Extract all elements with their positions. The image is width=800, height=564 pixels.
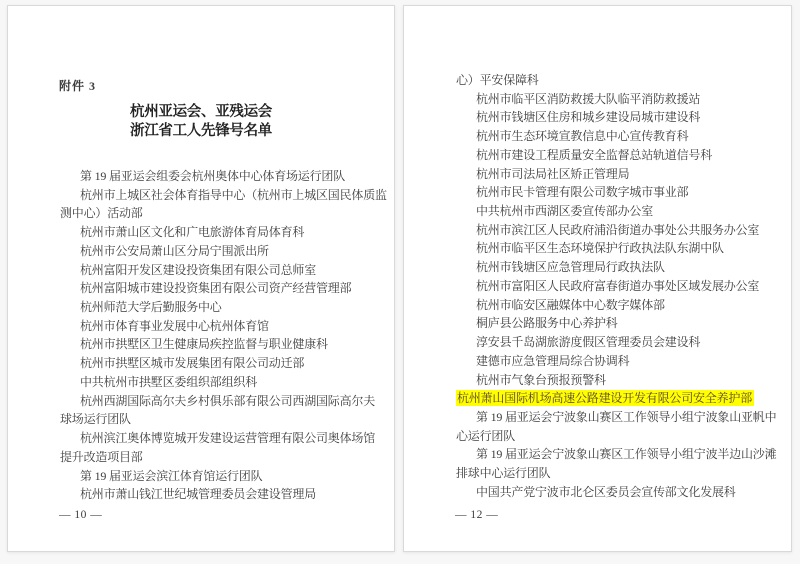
entry-text: 杭州市司法局社区矫正管理局 bbox=[476, 166, 630, 181]
list-line bbox=[456, 445, 777, 464]
list-line bbox=[456, 464, 771, 483]
award-list-left bbox=[60, 167, 387, 504]
list-line bbox=[60, 429, 374, 448]
list-line bbox=[456, 483, 771, 502]
list-line bbox=[456, 221, 771, 240]
list-line bbox=[456, 408, 777, 427]
list-line bbox=[60, 204, 374, 223]
entry-text: 杭州市临安区融媒体中心数字媒体部 bbox=[476, 297, 665, 312]
entry-text: 第 19 届亚运会滨江体育馆运行团队 bbox=[80, 468, 263, 483]
list-line bbox=[60, 485, 374, 504]
entry-text: 球场运行团队 bbox=[60, 412, 131, 427]
list-line bbox=[60, 186, 387, 205]
entry-text: 心运行团队 bbox=[456, 428, 516, 443]
list-line bbox=[60, 167, 374, 186]
entry-text: 杭州萧山国际机场高速公路建设开发有限公司安全养护部 bbox=[457, 391, 753, 406]
list-line bbox=[60, 298, 374, 317]
list-line bbox=[456, 165, 771, 184]
entry-text: 第 19 届亚运会宁波象山赛区工作领导小组宁波象山亚帆中 bbox=[476, 409, 777, 424]
entry-text: 测中心）活动部 bbox=[60, 206, 143, 221]
list-line bbox=[456, 427, 771, 446]
list-line bbox=[60, 410, 374, 429]
list-line bbox=[456, 352, 771, 371]
entry-text: 中共杭州市西湖区委宣传部办公室 bbox=[476, 204, 654, 219]
entry-text: 杭州市体育事业发展中心杭州体育馆 bbox=[80, 318, 269, 333]
list-line bbox=[60, 373, 374, 392]
entry-text: 杭州市萧山区文化和广电旅游体育局体育科 bbox=[80, 225, 305, 240]
list-line bbox=[456, 202, 771, 221]
list-line bbox=[456, 333, 771, 352]
entry-text: 杭州市气象台预报预警科 bbox=[476, 372, 606, 387]
entry-text: 杭州富阳开发区建设投资集团有限公司总师室 bbox=[80, 262, 317, 277]
list-line bbox=[456, 371, 771, 390]
entry-text: 杭州西湖国际高尔夫乡村俱乐部有限公司西湖国际高尔夫 bbox=[80, 393, 376, 408]
list-line bbox=[60, 242, 374, 261]
entry-text: 杭州市公安局萧山区分局宁围派出所 bbox=[80, 243, 269, 258]
list-line bbox=[60, 261, 374, 280]
document-title-line1: 杭州亚运会、亚残运会 bbox=[130, 104, 272, 120]
entry-text: 提升改造项目部 bbox=[60, 449, 143, 464]
list-line bbox=[60, 317, 374, 336]
entry-text: 杭州市建设工程质量安全监督总站轨道信号科 bbox=[476, 147, 713, 162]
list-line bbox=[60, 448, 374, 467]
list-line bbox=[456, 90, 771, 109]
list-line bbox=[456, 314, 771, 333]
entry-text: 杭州市钱塘区应急管理局行政执法队 bbox=[476, 260, 665, 275]
page-number-right: — 12 — bbox=[455, 509, 499, 521]
entry-text: 建德市应急管理局综合协调科 bbox=[476, 353, 630, 368]
entry-text: 中国共产党宁波市北仑区委员会宣传部文化发展科 bbox=[476, 484, 736, 499]
document-title bbox=[8, 103, 394, 141]
list-line bbox=[60, 335, 374, 354]
entry-text: 杭州师范大学后勤服务中心 bbox=[80, 300, 222, 315]
entry-text: 杭州市富阳区人民政府富春街道办事处区域发展办公室 bbox=[476, 278, 760, 293]
entry-text: 心）平安保障科 bbox=[456, 73, 539, 87]
page-number-left: — 10 — bbox=[59, 509, 103, 521]
entry-text: 杭州市生态环境宣教信息中心宣传教育科 bbox=[476, 129, 689, 144]
entry-text: 杭州市民卡管理有限公司数字城市事业部 bbox=[476, 185, 689, 200]
entry-text: 桐庐县公路服务中心养护科 bbox=[476, 316, 618, 331]
entry-text: 杭州市临平区消防救援大队临平消防救援站 bbox=[476, 91, 701, 106]
entry-text: 杭州市上城区社会体育指导中心（杭州市上城区国民体质监 bbox=[80, 187, 387, 202]
document-title-line2: 浙江省工人先锋号名单 bbox=[130, 123, 272, 139]
list-line bbox=[60, 223, 374, 242]
entry-text: 杭州滨江奥体博览城开发建设运营管理有限公司奥体场馆 bbox=[80, 431, 376, 446]
entry-text: 排球中心运行团队 bbox=[456, 466, 551, 481]
award-list-right bbox=[456, 71, 777, 502]
list-line bbox=[456, 258, 771, 277]
document-page-right bbox=[403, 5, 792, 552]
list-line bbox=[456, 127, 771, 146]
list-line bbox=[456, 146, 771, 165]
entry-text: 杭州市钱塘区住房和城乡建设局城市建设科 bbox=[476, 110, 701, 125]
list-line bbox=[60, 392, 374, 411]
attachment-label: 附件 3 bbox=[59, 79, 97, 93]
entry-text: 杭州富阳城市建设投资集团有限公司资产经营管理部 bbox=[80, 281, 352, 296]
list-line bbox=[60, 467, 374, 486]
list-line bbox=[456, 239, 771, 258]
entry-text: 杭州市萧山钱江世纪城管理委员会建设管理局 bbox=[80, 487, 317, 502]
entry-text: 杭州市拱墅区城市发展集团有限公司动迁部 bbox=[80, 356, 305, 371]
list-line bbox=[456, 183, 771, 202]
list-line bbox=[60, 354, 374, 373]
list-line bbox=[456, 71, 771, 90]
list-line bbox=[60, 279, 374, 298]
entry-text: 淳安县千岛湖旅游度假区管理委员会建设科 bbox=[476, 335, 701, 350]
highlighted-entry bbox=[456, 389, 771, 408]
list-line bbox=[456, 277, 771, 296]
entry-text: 杭州市拱墅区卫生健康局疾控监督与职业健康科 bbox=[80, 337, 328, 352]
list-line bbox=[456, 296, 771, 315]
entry-text: 第 19 届亚运会宁波象山赛区工作领导小组宁波半边山沙滩 bbox=[476, 447, 777, 462]
entry-text: 杭州市滨江区人民政府浦沿街道办事处公共服务办公室 bbox=[476, 222, 760, 237]
entry-text: 第 19 届亚运会组委会杭州奥体中心体育场运行团队 bbox=[80, 169, 346, 183]
entry-text: 杭州市临平区生态环境保护行政执法队东湖中队 bbox=[476, 241, 724, 256]
list-line bbox=[456, 108, 771, 127]
entry-text: 中共杭州市拱墅区委组织部组织科 bbox=[80, 374, 258, 389]
document-page-left bbox=[7, 5, 395, 552]
